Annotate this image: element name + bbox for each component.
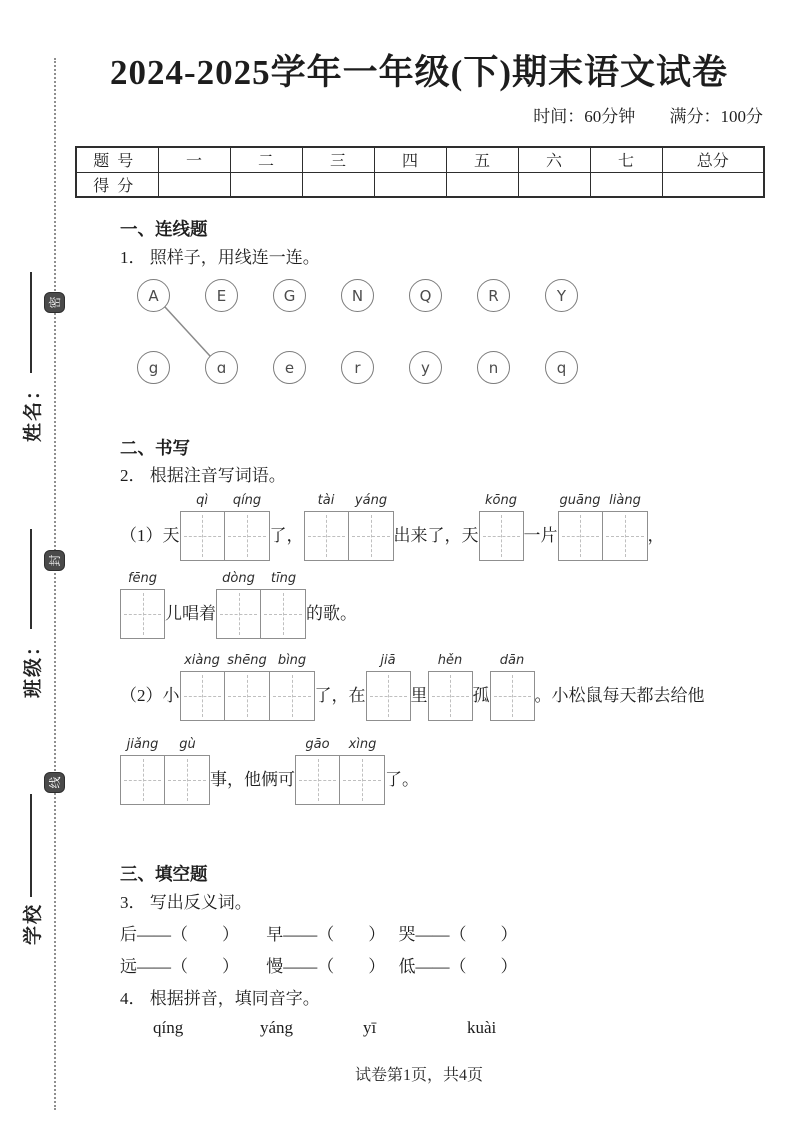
writing-cell [120,755,165,805]
question-3-number: 3． [120,893,146,912]
question-4-number: 4． [120,989,146,1008]
name-label: 姓名： [22,378,44,442]
score-input-cell [590,172,662,197]
sentence-text: 。小松鼠每天都去给他 [534,686,705,705]
writing-cell [366,671,411,721]
antonym-row-1 [75,924,763,946]
writing-line-4 [75,737,763,805]
score-input-cell [374,172,446,197]
sentence-text: 出来了，天 [393,526,479,545]
writing-grid-group [216,571,306,639]
score-input-cell [446,172,518,197]
pinyin-label: fēng [127,571,158,586]
seal-char: 封 [48,554,62,567]
score-header-cell: 一 [158,147,230,172]
letter-circle: E [205,279,238,312]
pinyin-label: qíng [232,493,262,508]
pinyin-label: guāng [559,493,601,508]
seal-char: 密 [48,296,62,309]
pinyin-label: gāo [305,737,330,752]
writing-cell [295,755,340,805]
score-header-cell: 题号 [76,147,158,172]
score-input-cell [662,172,764,197]
sentence-text: 了，在 [314,686,366,705]
writing-grid-group [180,653,315,721]
writing-cell [340,755,385,805]
score-header-cell: 七 [590,147,662,172]
question-2-text: 根据注音写词语。 [149,466,286,485]
writing-cell [216,589,261,639]
letter-circle: n [477,351,510,384]
writing-cell [558,511,603,561]
writing-cell [225,511,270,561]
writing-grid-group [120,571,165,639]
exam-time: 时间：60分钟 [533,107,636,126]
antonym-item [266,924,394,946]
question-3 [75,892,763,914]
answer-blank-parens: ——（ ） [415,925,518,944]
score-header-cell: 三 [302,147,374,172]
writing-grid [120,571,165,639]
antonym-word: 后 [120,925,137,944]
score-header-cell: 总分 [662,147,764,172]
question-1 [75,247,763,269]
score-table-score-row [76,172,764,197]
letter-circle: y [409,351,442,384]
class-label: 班级： [22,634,44,698]
score-header-cell: 二 [230,147,302,172]
homophone-pinyin: yáng [260,1018,294,1037]
writing-grid [180,493,225,561]
pinyin-label: jiǎng [126,737,159,752]
exam-full-score: 满分：100分 [669,107,763,126]
school-label: 学校 [22,902,44,945]
sentence-text: 了， [269,526,304,545]
answer-blank-parens: ——（ ） [283,925,386,944]
writing-grid [479,493,524,561]
sentence-text: （2）小 [120,686,180,705]
pinyin-label: yáng [354,493,388,508]
pinyin-label: qì [196,493,208,508]
sentence-text: 孤 [472,686,490,705]
writing-grid-group [366,653,411,721]
section-heading-matching: 一、连线题 [120,219,208,239]
writing-line-3 [75,653,763,721]
score-input-cell [158,172,230,197]
antonym-item [399,924,518,946]
letter-circle: A [137,279,170,312]
writing-grid [225,493,270,561]
homophone-pinyin-row [75,1018,763,1040]
antonym-word: 低 [398,957,416,976]
student-school-field [19,785,43,945]
question-1-text: 照样子，用线连一连。 [149,248,320,267]
pinyin-label: dān [499,653,525,668]
writing-cell [270,671,315,721]
writing-grid [603,493,648,561]
page-footer: 试卷第1页，共4页 [354,1067,483,1084]
letter-circle: q [545,351,578,384]
writing-grid [225,653,270,721]
writing-grid [120,737,165,805]
antonym-word: 慢 [266,957,284,976]
score-table-header-row [76,147,764,172]
writing-cell [479,511,524,561]
writing-grid [340,737,385,805]
writing-grid-group [558,493,648,561]
answer-blank-parens: ——（ ） [415,957,518,976]
antonym-item [120,956,262,978]
score-input-cell [302,172,374,197]
antonym-item [399,956,518,978]
writing-cell [428,671,473,721]
sentence-text: 里 [410,686,428,705]
seal-badge-xian [44,772,65,793]
question-3-text: 写出反义词。 [149,893,252,912]
section-heading-fill: 三、填空题 [120,864,208,884]
seal-badge-mi [44,292,65,313]
writing-grid [180,653,225,721]
pinyin-label: kōng [485,493,517,508]
question-1-number: 1． [120,248,146,267]
writing-cell [165,755,210,805]
question-4-text: 根据拼音，填同音字。 [149,989,320,1008]
name-blank-line [30,272,32,373]
page-title: 2024-2025学年一年级(下)期末语文试卷 [110,53,728,92]
pinyin-label: tīng [270,571,297,586]
question-4 [75,988,763,1010]
writing-grid [216,571,261,639]
homophone-pinyin: kuài [467,1018,497,1037]
writing-grid [558,493,603,561]
antonym-item [120,924,262,946]
writing-cell [349,511,394,561]
writing-grid-group [428,653,473,721]
letter-circle: r [341,351,374,384]
section-heading-writing: 二、书写 [120,438,190,458]
score-header-cell: 五 [446,147,518,172]
writing-grid-group [295,737,385,805]
antonym-word: 早 [266,925,284,944]
letter-circle: ɑ [205,351,238,384]
writing-grid [366,653,411,721]
writing-cell [225,671,270,721]
answer-blank-parens: ——（ ） [137,925,239,944]
writing-grid [304,493,349,561]
lowercase-letter-row [137,351,578,384]
sentence-text: 了。 [385,770,419,789]
sentence-text: （1）天 [120,526,180,545]
homophone-pinyin: qíng [153,1018,184,1037]
sentence-text: 事，他俩可 [210,770,295,789]
letter-circle: Q [409,279,442,312]
writing-cell [603,511,648,561]
writing-grid-group [490,653,535,721]
homophone-pinyin: yī [363,1018,377,1037]
exam-info [75,102,763,126]
letter-circle: e [273,351,306,384]
writing-grid-group [180,493,270,561]
writing-cell [261,589,306,639]
score-row-label: 得分 [76,172,158,197]
pinyin-label: xiàng [184,653,220,668]
writing-grid [270,653,315,721]
score-header-cell: 六 [518,147,590,172]
antonym-word: 哭 [398,925,416,944]
writing-cell [490,671,535,721]
sentence-text: 一片 [523,526,558,545]
seal-badge-feng [44,550,65,571]
pinyin-label: jiā [380,653,396,668]
student-name-field [19,272,43,442]
score-header-cell: 四 [374,147,446,172]
letter-circle: Y [545,279,578,312]
answer-blank-parens: ——（ ） [283,957,386,976]
letter-circle: g [137,351,170,384]
answer-blank-parens: ——（ ） [137,957,239,976]
score-input-cell [518,172,590,197]
writing-cell [304,511,349,561]
antonym-row-2 [75,956,763,978]
antonym-word: 远 [120,957,137,976]
writing-grid-group [479,493,524,561]
pinyin-label: liàng [609,493,641,508]
pinyin-label: hěn [437,653,463,668]
binding-dotted-line [54,58,56,1110]
sentence-text: 儿唱着 [165,604,216,623]
writing-grid [295,737,340,805]
question-2 [75,465,763,487]
score-table [75,146,765,198]
writing-grid-group [120,737,210,805]
letter-circle: G [273,279,306,312]
pinyin-label: xìng [348,737,377,752]
matching-area [137,279,657,383]
writing-grid [490,653,535,721]
class-blank-line [30,529,32,629]
score-input-cell [230,172,302,197]
writing-line-1 [75,493,763,561]
school-blank-line [30,794,32,897]
pinyin-label: dòng [222,571,255,586]
writing-grid-group [304,493,394,561]
writing-line-2 [75,571,763,639]
writing-grid [428,653,473,721]
writing-cell [180,671,225,721]
writing-cell [120,589,165,639]
seal-char: 线 [48,776,62,789]
letter-circle: N [341,279,374,312]
writing-grid [349,493,394,561]
question-2-number: 2． [120,466,146,485]
writing-cell [180,511,225,561]
student-class-field [19,528,43,698]
writing-grid [165,737,210,805]
sentence-text: ， [647,526,665,545]
pinyin-label: bìng [277,653,307,668]
pinyin-label: tài [317,493,335,508]
sentence-text: 的歌。 [306,604,357,623]
antonym-item [266,956,394,978]
uppercase-letter-row [137,279,578,312]
exam-content [75,42,763,1040]
pinyin-label: shēng [227,653,267,668]
pinyin-label: gù [179,737,196,752]
letter-circle: R [477,279,510,312]
writing-grid [261,571,306,639]
